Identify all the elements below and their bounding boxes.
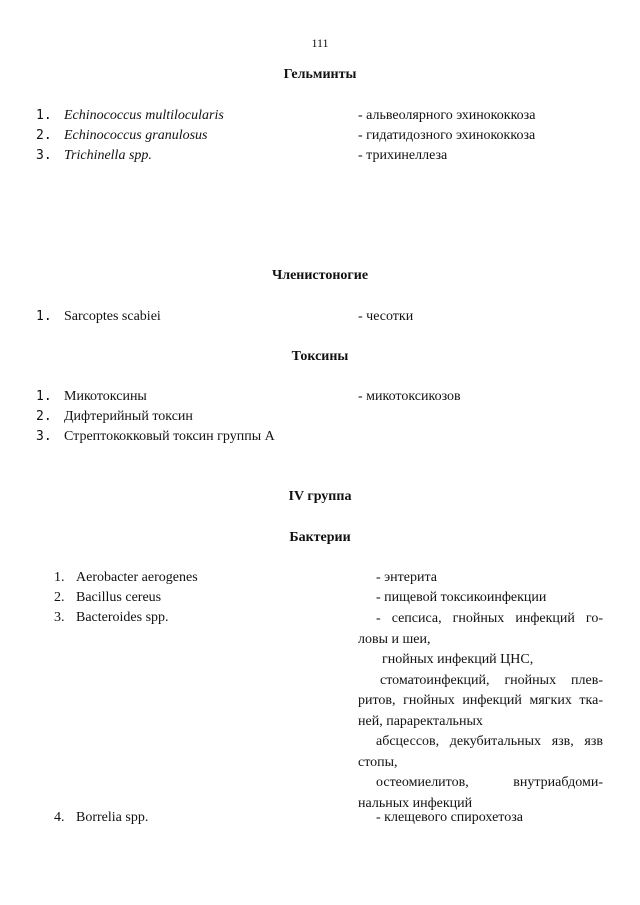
list-number: 1. <box>36 309 52 324</box>
description-line: стопы, <box>358 754 398 770</box>
list-number: 3. <box>54 610 65 625</box>
organism-name: Aerobacter aerogenes <box>76 570 198 585</box>
list-number: 4. <box>54 810 65 825</box>
description-line: ней, параректальных <box>358 713 483 729</box>
list-number: 1. <box>54 570 65 585</box>
section-title-bacteria: Бактерии <box>289 530 351 545</box>
description-line: нальных инфекций <box>358 795 473 811</box>
disease-description: - чесотки <box>358 309 414 324</box>
section-title-arthropods: Членистоногие <box>271 268 369 283</box>
disease-description: - микотоксикозов <box>358 389 461 404</box>
disease-description-multiline <box>358 609 603 814</box>
list-number: 1. <box>36 389 52 404</box>
disease-description: - клещевого спирохетоза <box>376 810 523 825</box>
toxin-name: Микотоксины <box>64 389 147 404</box>
organism-name: Bacteroides spp. <box>76 610 169 625</box>
page-number: 111 <box>311 36 329 50</box>
list-number: 2. <box>36 128 52 143</box>
description-line: ритов, гнойных инфекций мягких тка- <box>358 693 603 708</box>
list-number: 2. <box>54 590 65 605</box>
toxin-name: Стрептококковый токсин группы А <box>64 429 275 444</box>
organism-name: Bacillus cereus <box>76 590 162 605</box>
section-title-helminths: Гельминты <box>283 67 357 82</box>
description-line: ловы и шеи, <box>358 631 431 647</box>
list-number: 1. <box>36 108 52 123</box>
list-number: 3. <box>36 148 52 163</box>
description-line: стоматоинфекций, гнойных плев- <box>380 672 603 688</box>
organism-name: Trichinella spp. <box>64 148 152 163</box>
organism-name: Echinococcus multilocularis <box>64 108 224 123</box>
description-line: - сепсиса, гнойных инфекций го- <box>376 611 603 626</box>
group-title: IV группа <box>288 489 352 504</box>
disease-description: - гидатидозного эхинококкоза <box>358 128 536 143</box>
toxin-name: Дифтерийный токсин <box>64 409 193 424</box>
list-number: 2. <box>36 409 52 424</box>
description-line: остеомиелитов, внутриабдоми- <box>376 775 603 790</box>
disease-description: - альвеолярного эхинококкоза <box>358 108 536 123</box>
organism-name: Sarcoptes scabiei <box>64 309 161 324</box>
organism-name: Borrelia spp. <box>76 810 149 825</box>
section-title-toxins: Токсины <box>291 349 349 364</box>
disease-description: - пищевой токсикоинфекции <box>376 590 547 605</box>
disease-description: - энтерита <box>376 570 437 585</box>
description-line: абсцессов, декубитальных язв, язв <box>376 734 603 749</box>
list-number: 3. <box>36 429 52 444</box>
organism-name: Echinococcus granulosus <box>64 128 208 143</box>
description-line: гнойных инфекций ЦНС, <box>382 652 534 667</box>
disease-description: - трихинеллеза <box>358 148 448 163</box>
